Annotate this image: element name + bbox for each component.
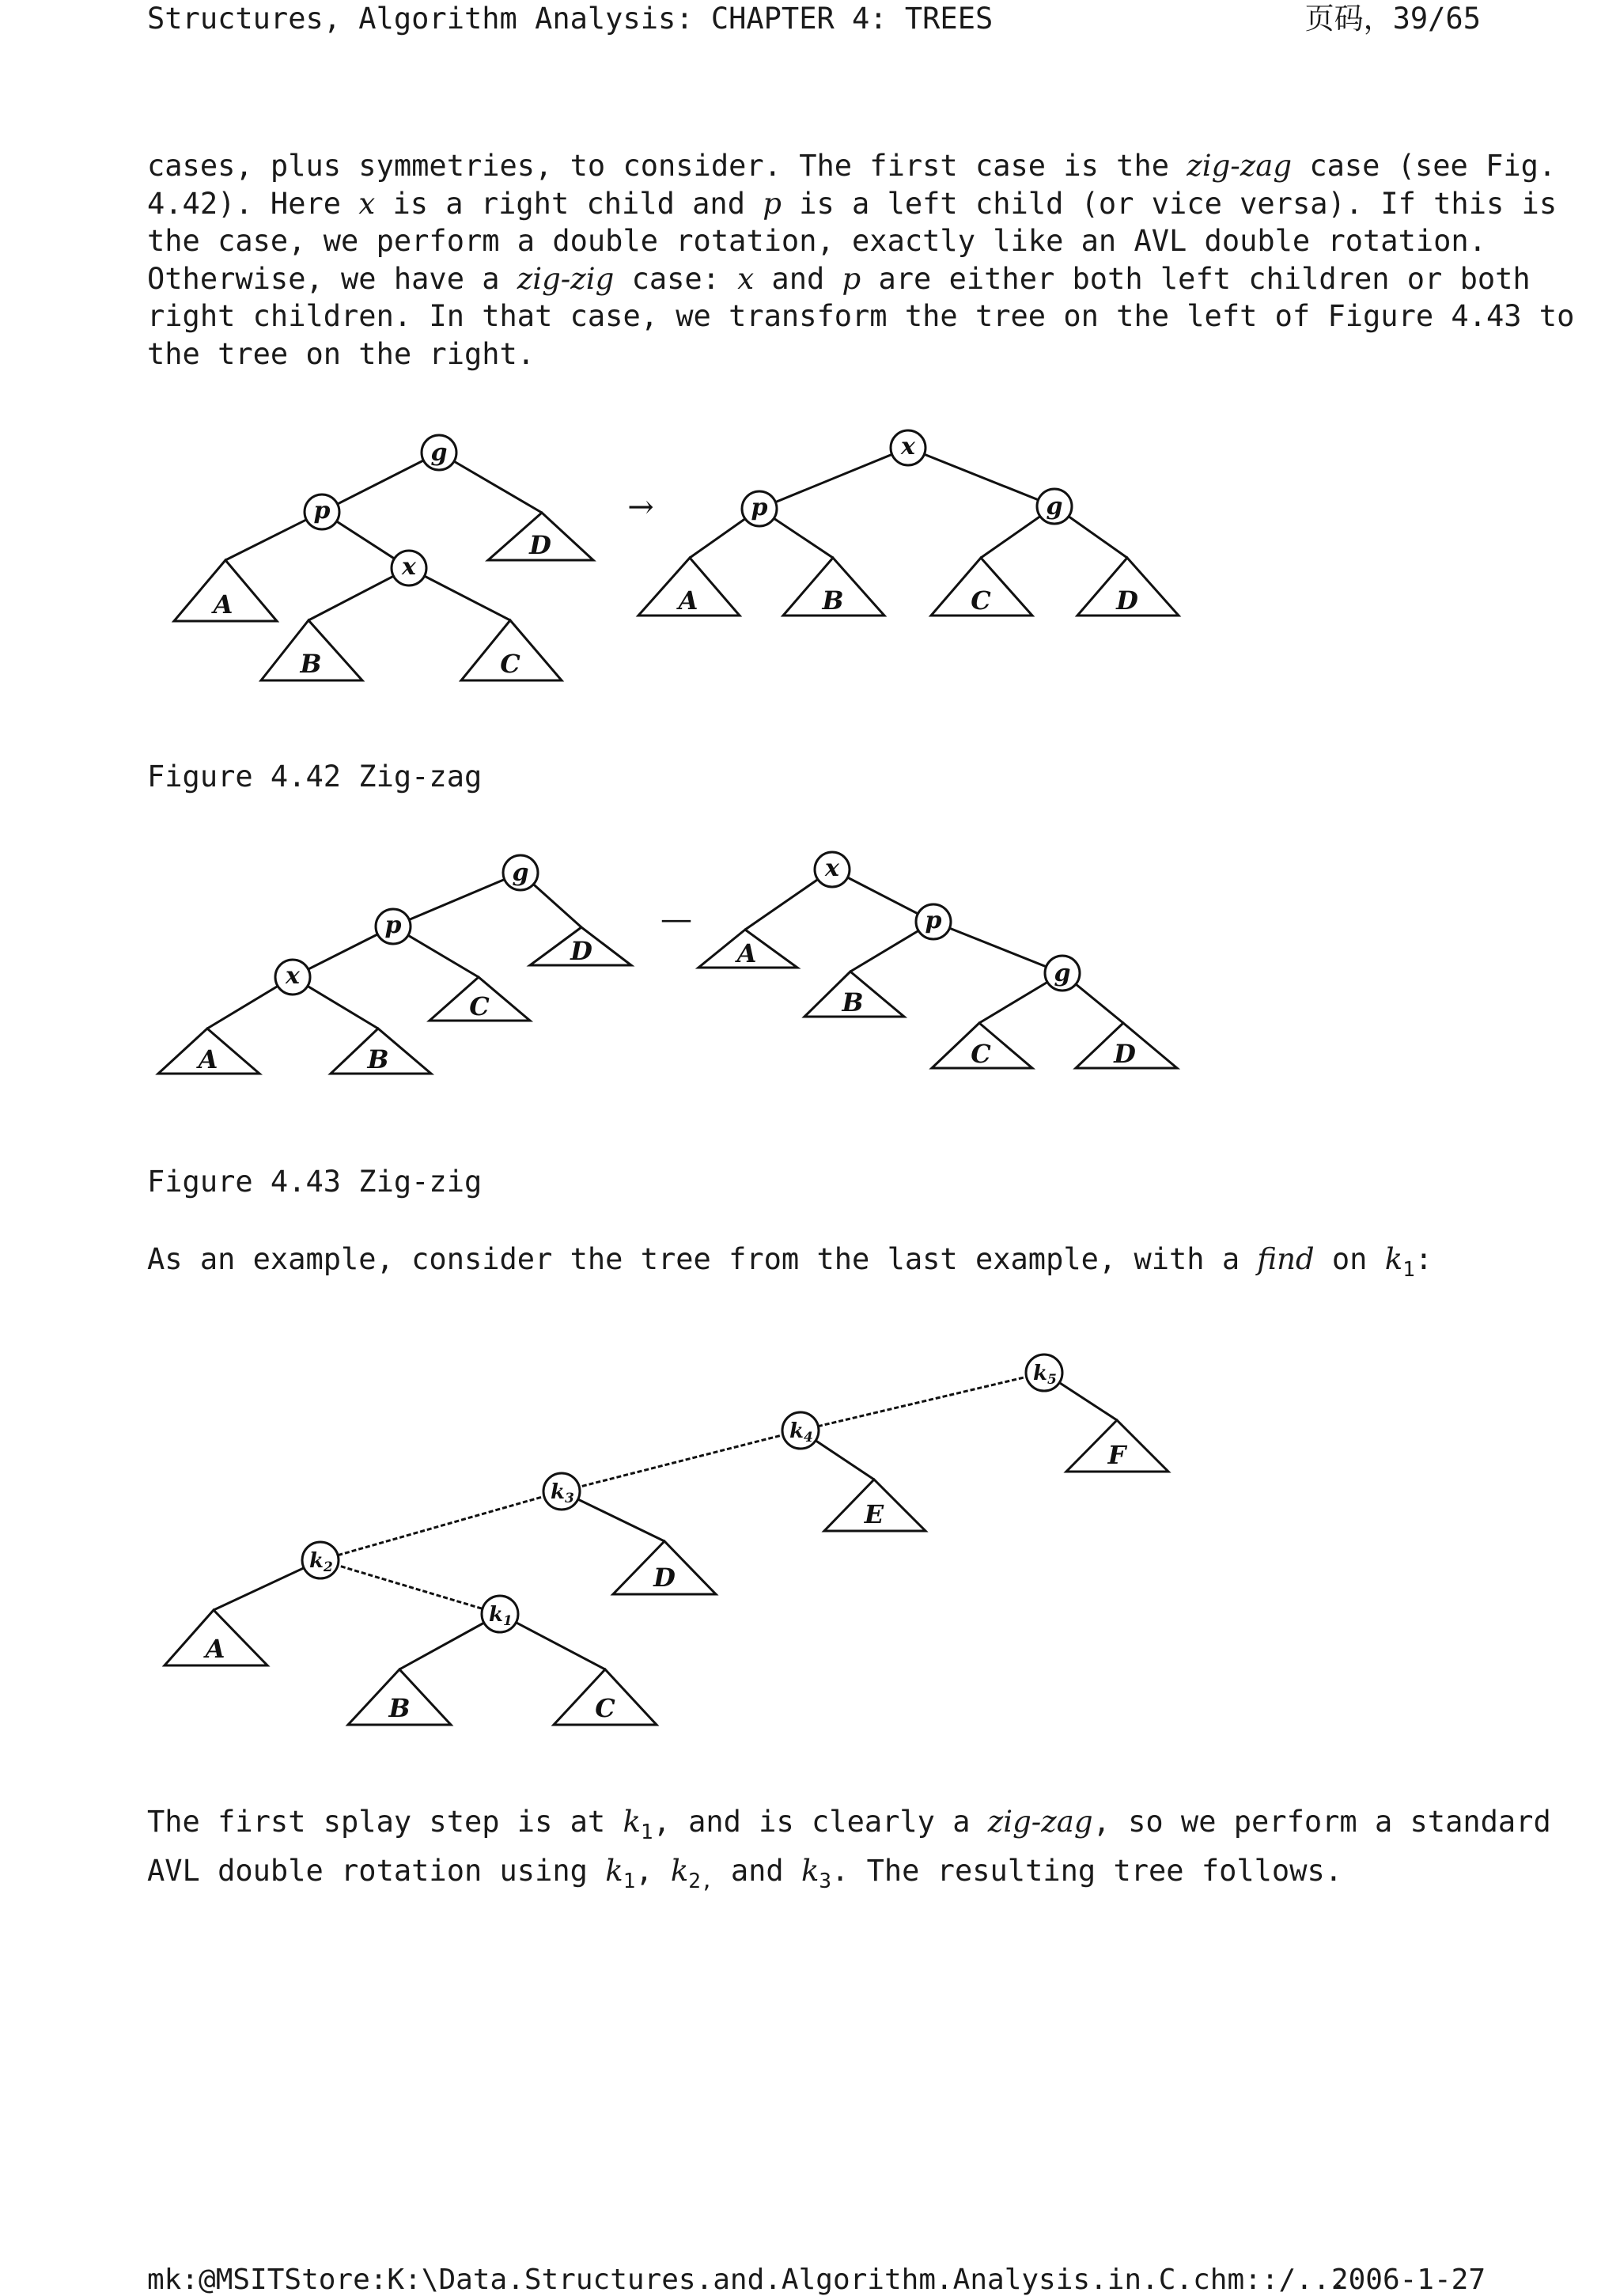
fig43-subtree-c: C xyxy=(469,991,490,1021)
intro-zig-zag-term: zig-zag xyxy=(1187,149,1293,183)
fig42-right-label-x: x xyxy=(901,433,915,460)
intro-line-5: right children. In that case, we transform the tree on the left of Figure 4.43 to xyxy=(147,299,1575,333)
example-subtree-a: A xyxy=(205,1634,225,1664)
fig42-subtree-a: A xyxy=(213,589,233,619)
example-k: k xyxy=(1384,1242,1403,1276)
example-subtree-f: F xyxy=(1107,1440,1126,1470)
fig42-subtree-b: B xyxy=(300,649,322,679)
fig43-subtree-b: B xyxy=(367,1044,389,1074)
splay-k: k xyxy=(623,1805,641,1839)
example-subtree-e: E xyxy=(864,1499,884,1529)
fig43-right-subtree-a: A xyxy=(736,938,757,968)
intro-line-1a: cases, plus symmetries, to consider. The first case is the xyxy=(147,149,1187,183)
splay-comma: , xyxy=(635,1854,671,1888)
example-subtree-c: C xyxy=(595,1693,615,1723)
footer-source-path: mk:@MSITStore:K:\Data.Structures.and.Algorithm.Analysis.in.C.chm::/... xyxy=(147,2264,1348,2296)
fig43-right-label-x: x xyxy=(825,854,839,882)
fig42-right-subtree-c: C xyxy=(971,585,991,616)
example-k-subscript: 1 xyxy=(1402,1258,1415,1282)
page-header-page-number: 页码，39/65 xyxy=(1304,2,1481,36)
fig42-subtree-c: C xyxy=(500,649,520,679)
fig43-right-label-p: p xyxy=(925,907,942,934)
example-text-a: As an example, consider the tree from the last example, with a xyxy=(147,1242,1258,1276)
intro-line-4g: are either both left children or both xyxy=(861,261,1531,296)
splay-k-sub-1: 1 xyxy=(640,1821,653,1844)
intro-var-x: x xyxy=(358,186,376,221)
example-sentence xyxy=(147,1241,1492,1282)
splay-line-1f: , so we perform a standard xyxy=(1092,1805,1551,1839)
fig42-arrow-icon: → xyxy=(627,489,654,525)
splay-k1: k xyxy=(605,1854,623,1888)
example-label-k3: k3 xyxy=(551,1480,574,1506)
splay-and: and xyxy=(713,1854,801,1888)
intro-line-3: the case, we perform a double rotation, exactly like an AVL double rotation. xyxy=(147,224,1486,258)
figure-4-43-zig-zig-diagram xyxy=(0,843,1266,1088)
fig43-right-subtree-d: D xyxy=(1114,1039,1136,1069)
example-label-k1: k1 xyxy=(489,1603,513,1629)
fig43-subtree-a: A xyxy=(198,1044,218,1074)
example-label-k2: k2 xyxy=(309,1549,333,1575)
splay-k1-sub: 1 xyxy=(623,1870,636,1893)
intro-line-2a: 4.42). Here xyxy=(147,186,359,221)
footer-date: 2006-1-27 xyxy=(1330,2264,1486,2296)
fig42-right-label-p: p xyxy=(751,494,768,521)
fig42-label-p: p xyxy=(313,497,331,525)
fig42-right-label-g: g xyxy=(1046,493,1063,521)
intro-line-6: the tree on the right. xyxy=(147,336,536,371)
fig43-right-subtree-b: B xyxy=(842,987,864,1017)
intro-var-p: p xyxy=(763,186,782,221)
fig42-label-x: x xyxy=(402,553,416,581)
splay-line-2a: AVL double rotation using xyxy=(147,1854,606,1888)
fig43-arrow-icon: — xyxy=(660,901,692,938)
intro-line-4a: Otherwise, we have a xyxy=(147,261,517,296)
intro-var-p-2: p xyxy=(842,261,861,296)
intro-var-x-2: x xyxy=(737,261,755,296)
example-text-c: on xyxy=(1314,1242,1385,1276)
fig43-label-x: x xyxy=(286,962,300,990)
figure-4-42-zig-zag-diagram xyxy=(0,419,1266,704)
fig43-subtree-d: D xyxy=(570,936,592,966)
intro-line-1c: case (see Fig. xyxy=(1292,149,1557,183)
page-header-title: Structures, Algorithm Analysis: CHAPTER 4: TREES xyxy=(147,2,994,36)
example-colon: : xyxy=(1414,1242,1433,1276)
figure-4-42-caption: Figure 4.42 Zig-zag xyxy=(147,760,483,794)
intro-zig-zig-term: zig-zig xyxy=(517,261,615,296)
fig43-right-label-g: g xyxy=(1054,960,1071,987)
splay-zig-zag-term: zig-zag xyxy=(987,1805,1093,1839)
splay-k2-sub: 2, xyxy=(688,1870,713,1893)
example-label-k5: k5 xyxy=(1033,1362,1057,1388)
fig42-right-subtree-b: B xyxy=(822,585,844,616)
splay-k3: k xyxy=(801,1854,819,1888)
splay-line-2j: . The resulting tree follows. xyxy=(831,1854,1343,1888)
example-subtree-b: B xyxy=(388,1693,411,1723)
fig43-label-p: p xyxy=(384,911,402,939)
splay-k3-sub: 3 xyxy=(819,1870,832,1893)
splay-line-1d: , and is clearly a xyxy=(653,1805,988,1839)
fig42-right-subtree-a: A xyxy=(678,585,698,616)
intro-line-4e: and xyxy=(754,261,842,296)
intro-line-2c: is a right child and xyxy=(375,186,763,221)
example-find-term: find xyxy=(1257,1242,1315,1276)
figure-4-43-caption: Figure 4.43 Zig-zig xyxy=(147,1165,483,1199)
splay-step-paragraph xyxy=(147,1798,1551,1896)
fig42-subtree-d: D xyxy=(529,530,551,560)
example-label-k4: k4 xyxy=(789,1419,813,1445)
splay-line-1a: The first splay step is at xyxy=(147,1805,623,1839)
example-subtree-d: D xyxy=(653,1563,676,1593)
intro-line-2e: is a left child (or vice versa). If this is xyxy=(781,186,1558,221)
intro-paragraph xyxy=(147,147,1575,373)
fig43-right-subtree-c: C xyxy=(971,1039,991,1069)
fig43-label-g: g xyxy=(512,859,529,887)
fig42-label-g: g xyxy=(430,439,448,467)
splay-k2: k xyxy=(670,1854,689,1888)
fig42-right-subtree-d: D xyxy=(1116,585,1138,616)
intro-line-4c: case: xyxy=(614,261,738,296)
example-splay-tree-diagram xyxy=(0,1337,1266,1749)
